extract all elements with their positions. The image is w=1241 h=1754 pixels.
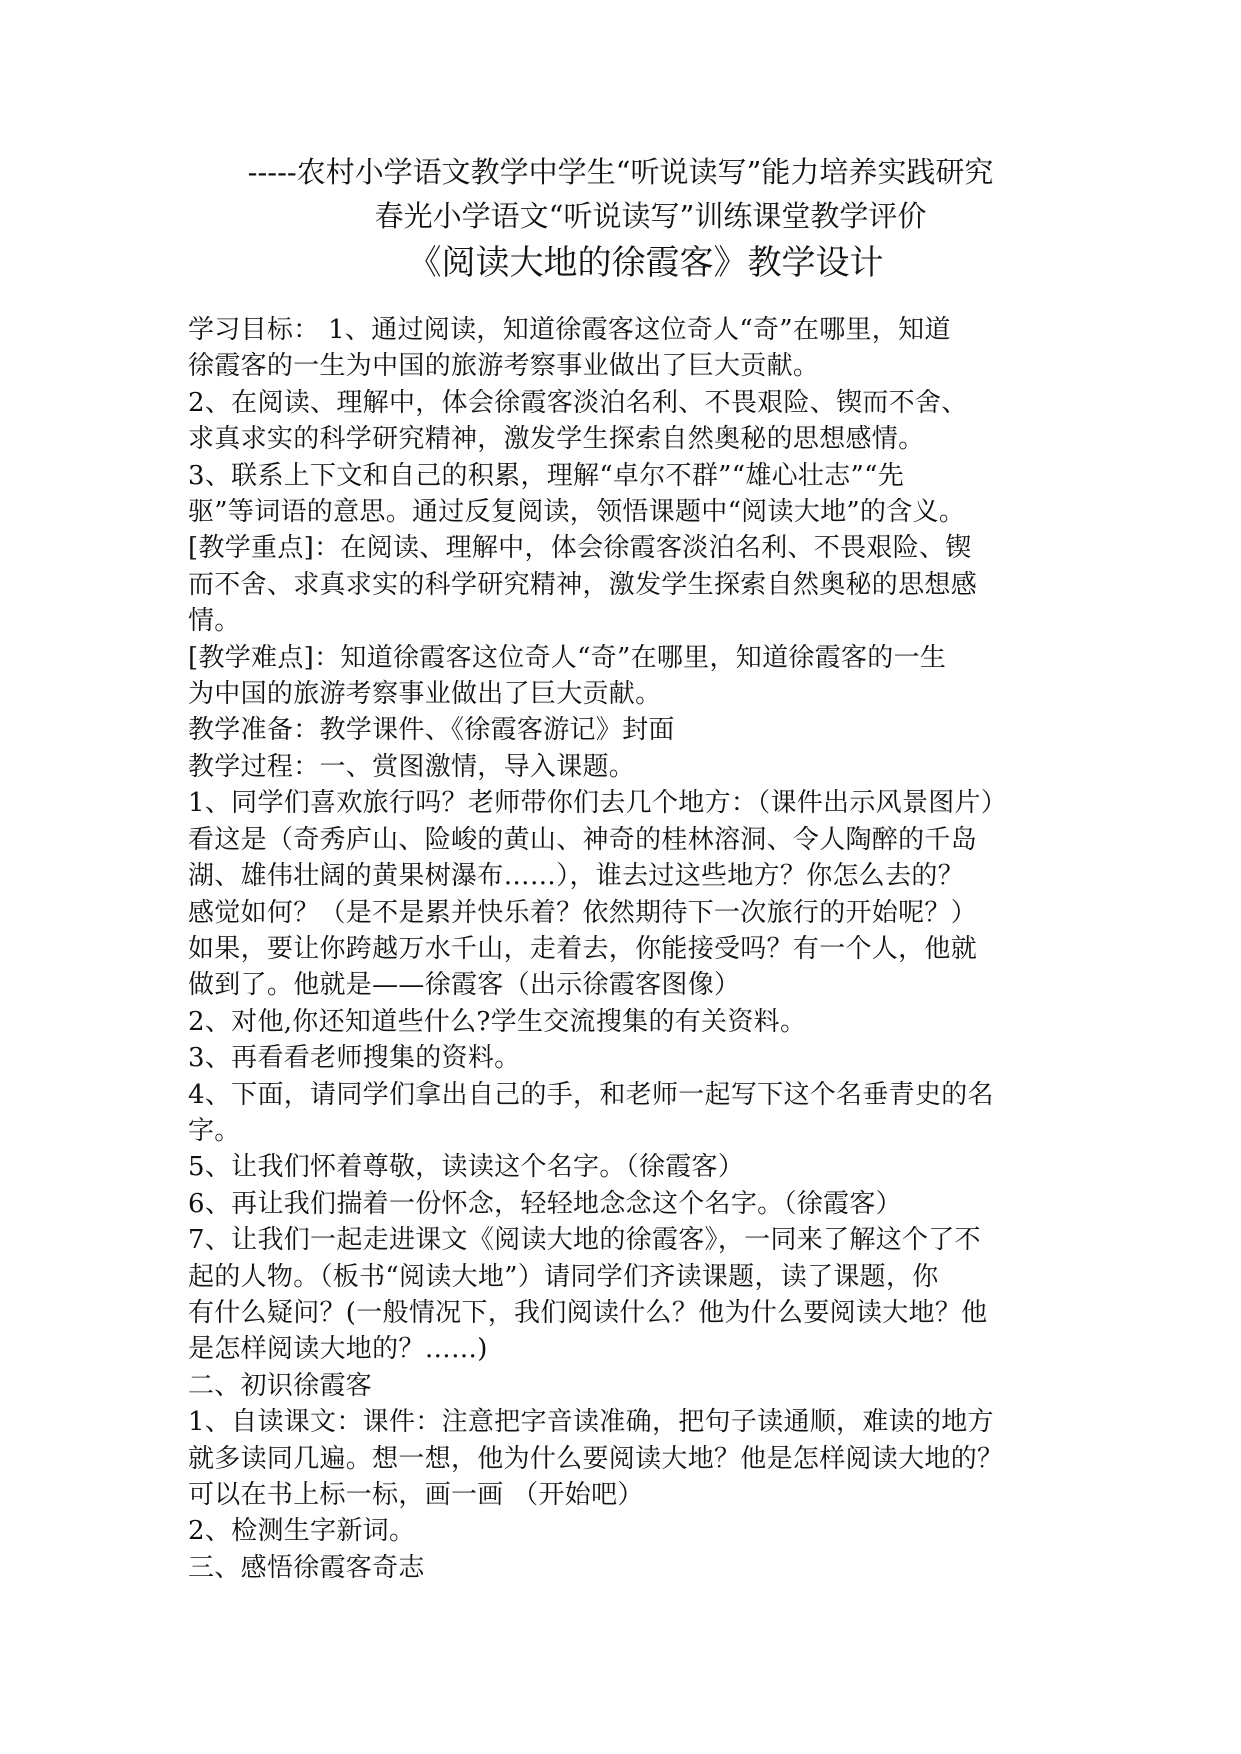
text-line: 有什么疑问？(一般情况下，我们阅读什么？他为什么要阅读大地？他 (188, 1297, 988, 1328)
text-line: 三、感悟徐霞客奇志 (188, 1552, 425, 1583)
text-line: 1、同学们喜欢旅行吗？老师带你们去几个地方：（课件出示风景图片） (188, 788, 1008, 819)
text-line: 2、在阅读、理解中，体会徐霞客淡泊名利、不畏艰险、锲而不舍、 (188, 387, 968, 418)
text-line: 6、再让我们揣着一份怀念，轻轻地念念这个名字。（徐霞客） (188, 1188, 902, 1219)
text-line: 就多读同几遍。想一想，他为什么要阅读大地？他是怎样阅读大地的？ (188, 1443, 1004, 1474)
text-line: 2、对他,你还知道些什么?学生交流搜集的有关资料。 (188, 1006, 807, 1037)
text-line: 看这是（奇秀庐山、险峻的黄山、神奇的桂林溶洞、令人陶醉的千岛 (188, 824, 978, 855)
text-line: [教学重点]：在阅读、理解中，体会徐霞客淡泊名利、不畏艰险、锲 (188, 533, 972, 564)
text-line: 情。 (188, 606, 241, 637)
text-line: 为中国的旅游考察事业做出了巨大贡献。 (188, 679, 662, 710)
text-line: 3、再看看老师搜集的资料。 (188, 1043, 521, 1074)
text-line: 驱”等词语的意思。通过反复阅读，领悟课题中“阅读大地”的含义。 (188, 497, 966, 528)
text-line: 字。 (188, 1115, 241, 1146)
research-topic-title: -----农村小学语文教学中学生“听说读写”能力培养实践研究 (247, 155, 994, 189)
text-line: 湖、雄伟壮阔的黄果树瀑布……），谁去过这些地方？你怎么去的？ (188, 861, 965, 892)
text-line: 做到了。他就是——徐霞客（出示徐霞客图像） (188, 970, 741, 1001)
text-line: 而不舍、求真求实的科学研究精神，激发学生探索自然奥秘的思想感 (188, 569, 978, 600)
text-line: 起的人物。（板书“阅读大地”）请同学们齐读课题，读了课题，你 (188, 1261, 939, 1292)
text-line: 二、初识徐霞客 (188, 1370, 373, 1401)
lesson-design-title: 《阅读大地的徐霞客》教学设计 (407, 243, 884, 283)
text-line: 可以在书上标一标，画一画 （开始吧） (188, 1480, 644, 1510)
text-line: 学习目标： 1、通过阅读，知道徐霞客这位奇人“奇”在哪里，知道 (188, 315, 951, 345)
document-body (188, 312, 1068, 1586)
text-line: 教学准备：教学课件、《徐霞客游记》封面 (188, 715, 675, 746)
evaluation-title: 春光小学语文“听说读写”训练课堂教学评价 (374, 199, 927, 233)
text-line: 徐霞客的一生为中国的旅游考察事业做出了巨大贡献。 (188, 351, 820, 382)
text-line: 如果，要让你跨越万水千山，走着去，你能接受吗？有一个人，他就 (188, 933, 978, 964)
text-line: 教学过程：一、赏图激情，导入课题。 (188, 751, 636, 782)
text-line: 5、让我们怀着尊敬，读读这个名字。（徐霞客） (188, 1152, 745, 1183)
text-line: 4、下面，请同学们拿出自己的手，和老师一起写下这个名垂青史的名 (188, 1079, 994, 1110)
text-line: 是怎样阅读大地的？……) (188, 1334, 488, 1365)
text-line: 求真求实的科学研究精神，激发学生探索自然奥秘的思想感情。 (188, 424, 925, 455)
text-line: [教学难点]：知道徐霞客这位奇人“奇”在哪里，知道徐霞客的一生 (188, 642, 947, 673)
text-line: 2、检测生字新词。 (188, 1516, 416, 1547)
text-line: 1、自读课文：课件：注意把字音读准确，把句子读通顺，难读的地方 (188, 1407, 994, 1438)
text-line: 3、联系上下文和自己的积累，理解“卓尔不群”“雄心壮志”“先 (188, 460, 905, 491)
document-header (0, 150, 1241, 288)
text-line: 感觉如何？（是不是累并快乐着？依然期待下一次旅行的开始呢？） (188, 897, 978, 928)
text-line: 7、让我们一起走进课文《阅读大地的徐霞客》，一同来了解这个了不 (188, 1225, 981, 1256)
